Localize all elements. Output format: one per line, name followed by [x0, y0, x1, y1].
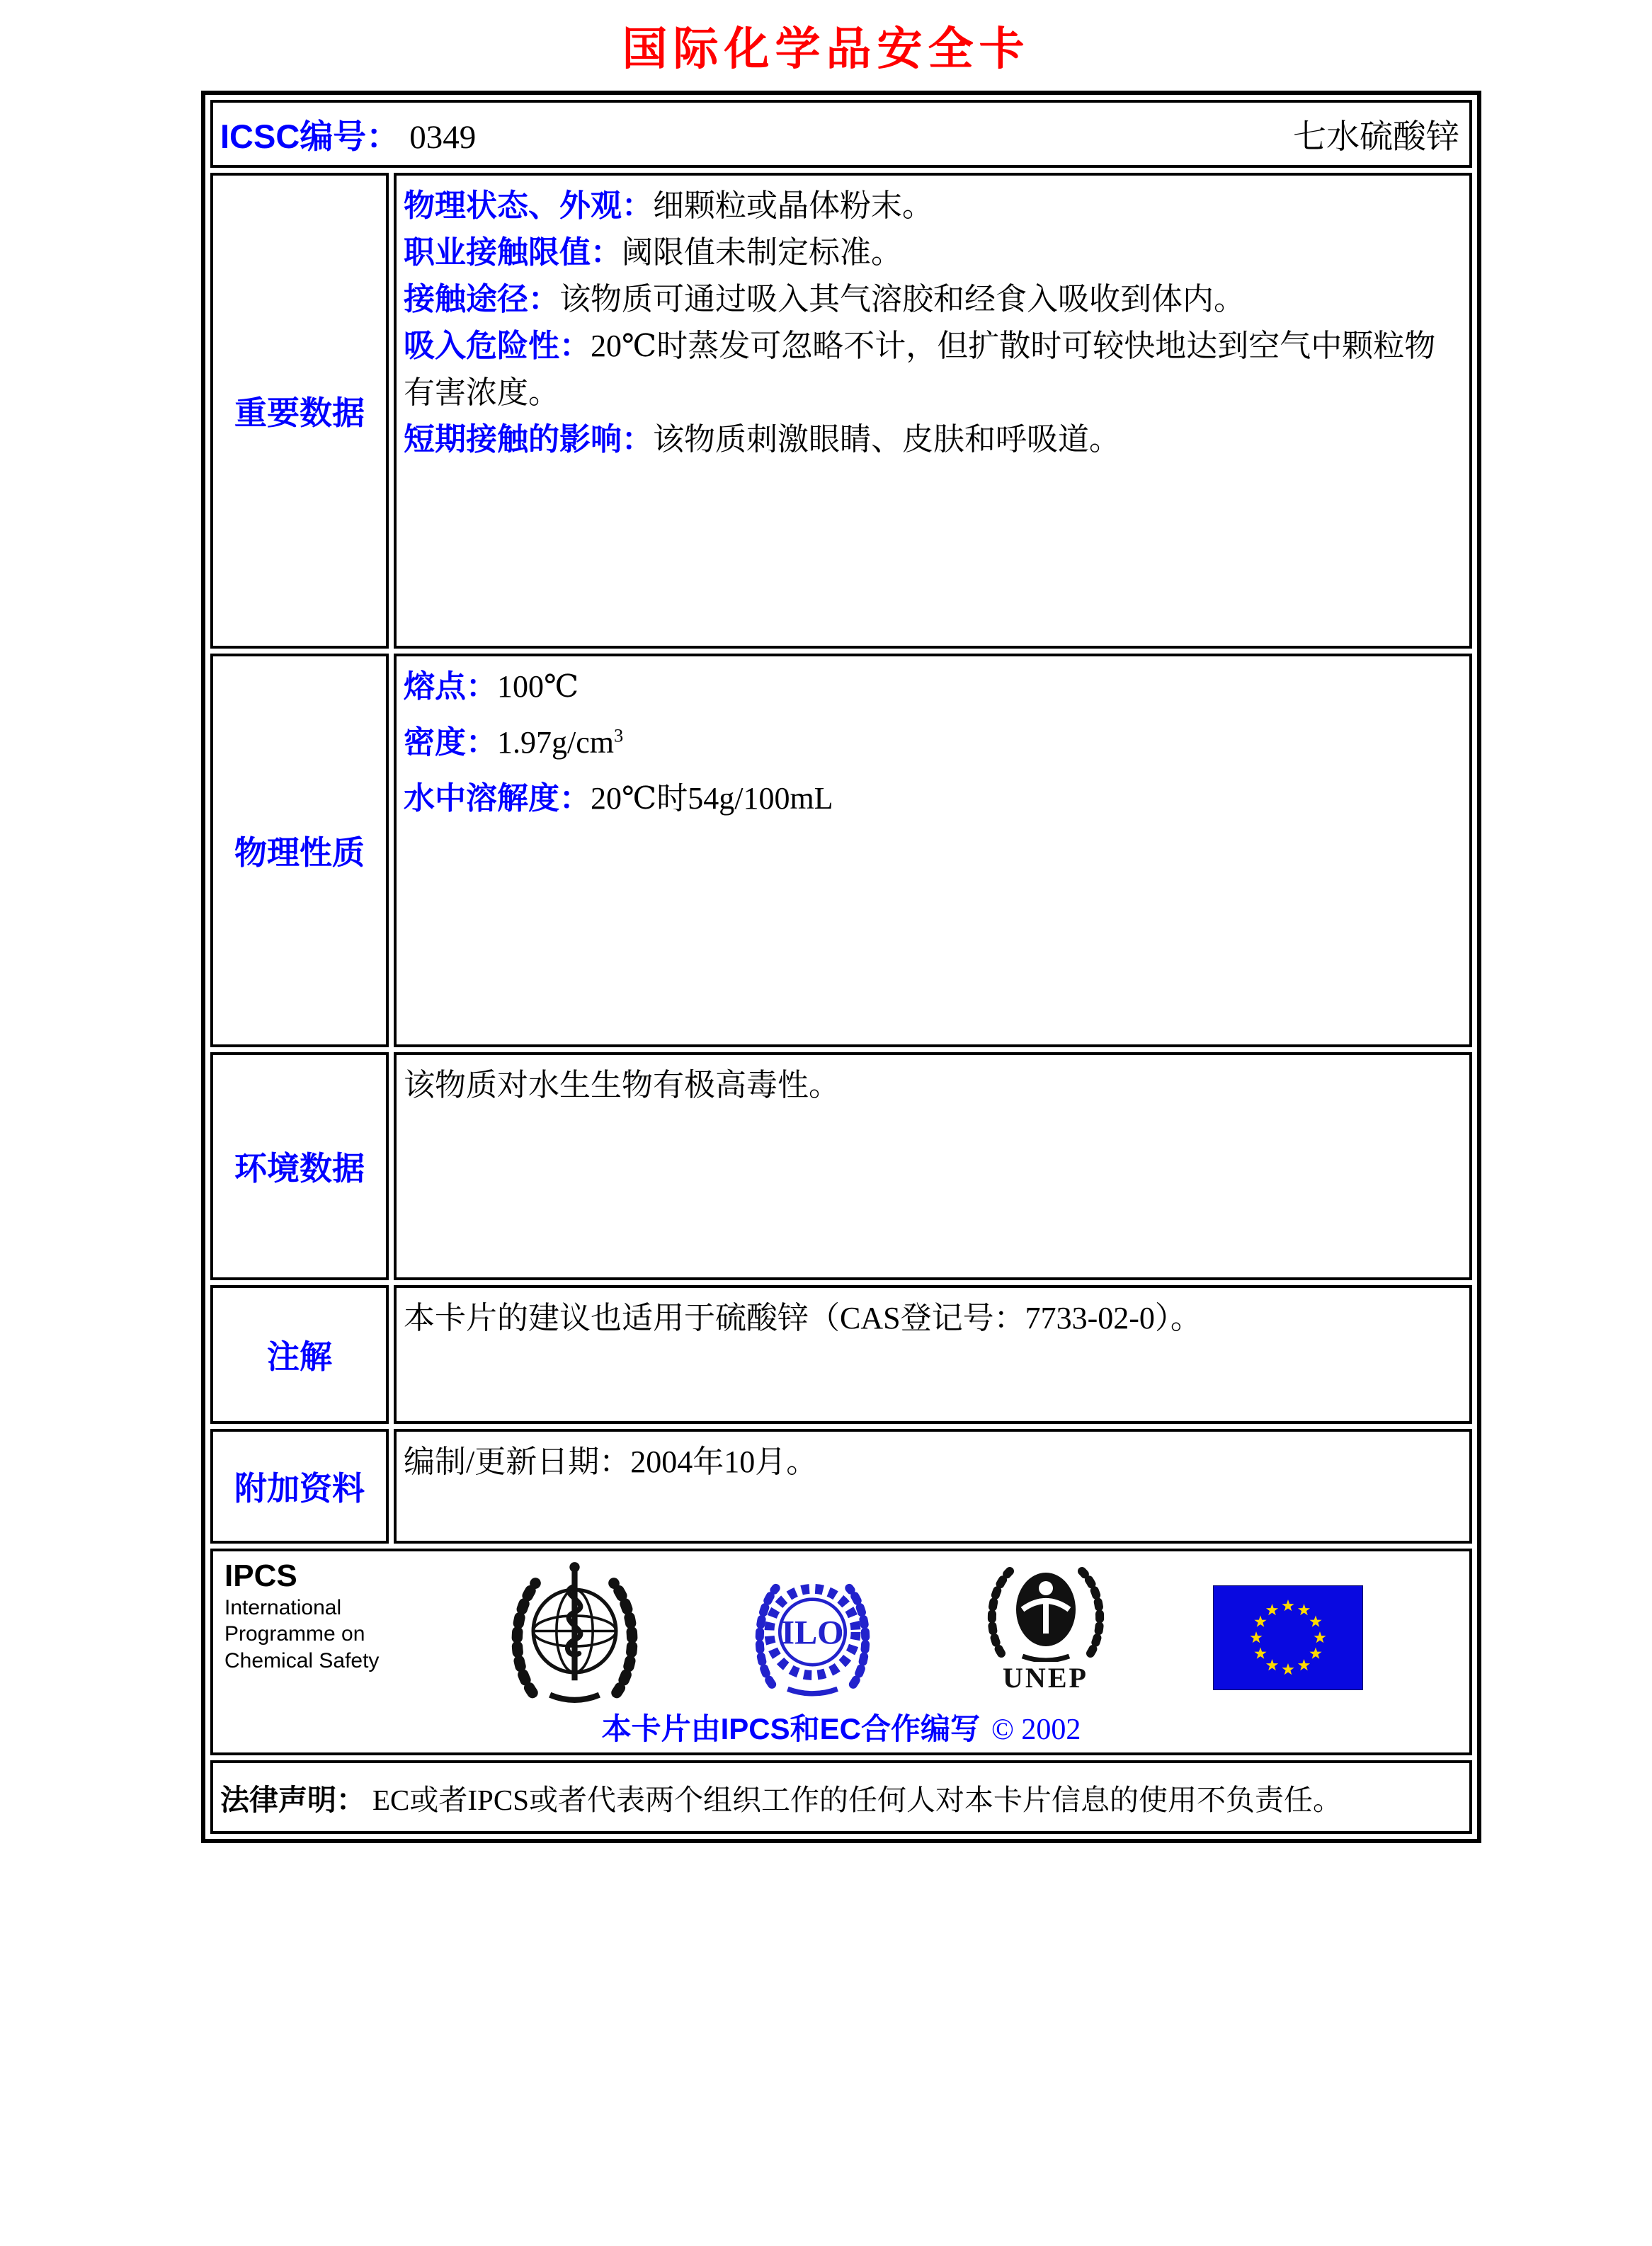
- field-label: 熔点：: [404, 669, 497, 704]
- field-label: 密度：: [404, 725, 497, 760]
- field-label: 短期接触的影响：: [404, 422, 653, 457]
- field-value: 20℃时蒸发可忽略不计，但扩散时可较快地达到空气中颗粒物有害浓度。: [404, 329, 1436, 410]
- icsc-number-group: [220, 110, 476, 158]
- header-cell: [210, 100, 1472, 168]
- section-label-additional-info: 附加资料: [210, 1429, 389, 1544]
- short-term-effects-line: [404, 416, 1461, 463]
- additional-info-row: [210, 1429, 1472, 1544]
- field-value: 20℃时54g/100mL: [591, 781, 833, 816]
- field-label: 职业接触限值：: [404, 235, 622, 270]
- legal-row: [210, 1760, 1472, 1834]
- section-label-physical-properties: 物理性质: [210, 654, 389, 1047]
- physical-state-line: [404, 183, 1461, 229]
- credit-text: 本卡片由IPCS和EC合作编写: [601, 1712, 980, 1745]
- inhalation-risk-line: [404, 323, 1461, 416]
- legal-text: EC或者IPCS或者代表两个组织工作的任何人对本卡片信息的使用不负责任。: [372, 1783, 1342, 1816]
- icsc-number-label: ICSC编号：: [220, 117, 400, 155]
- logo-strip: [213, 1557, 1469, 1701]
- who-logo-icon: [502, 1558, 647, 1704]
- additional-info-content: [394, 1429, 1472, 1544]
- density-line: [404, 719, 1461, 766]
- important-data-row: [210, 173, 1472, 649]
- ipcs-subtitle-line: International: [224, 1595, 342, 1619]
- physical-properties-row: [210, 654, 1472, 1047]
- ipcs-title: IPCS: [224, 1558, 297, 1593]
- environmental-data-content: [394, 1052, 1472, 1280]
- header-row: [210, 100, 1472, 168]
- notes-content: [394, 1285, 1472, 1424]
- section-label-environmental-data: 环境数据: [210, 1052, 389, 1280]
- icsc-table: [201, 91, 1481, 1843]
- field-value: 1.97g/cm: [497, 725, 614, 760]
- section-label-important-data: 重要数据: [210, 173, 389, 649]
- unep-logo-icon: [979, 1563, 1113, 1662]
- logos-cell: [210, 1549, 1472, 1755]
- environmental-data-row: [210, 1052, 1472, 1280]
- ilo-logo-icon: [747, 1570, 878, 1701]
- melting-point-line: [404, 663, 1461, 710]
- density-superscript: 3: [613, 724, 624, 746]
- page-title: 国际化学品安全卡: [622, 24, 1030, 74]
- field-value: 该物质可通过吸入其气溶胶和经食入吸收到体内。: [559, 282, 1245, 317]
- logos-row: [210, 1549, 1472, 1755]
- important-data-content: [394, 173, 1472, 649]
- field-value: 100℃: [497, 669, 579, 704]
- legal-label: 法律声明：: [220, 1783, 365, 1816]
- icsc-number-value: 0349: [409, 118, 477, 156]
- field-label: 物理状态、外观：: [404, 188, 653, 223]
- eu-flag-icon: [1213, 1585, 1363, 1690]
- occupational-limit-line: [404, 229, 1461, 276]
- environmental-text: 该物质对水生生物有极高毒性。: [404, 1068, 840, 1102]
- physical-properties-content: [394, 654, 1472, 1047]
- credit-line: [213, 1706, 1469, 1748]
- field-value: 该物质刺激眼睛、皮肤和呼吸道。: [653, 422, 1120, 457]
- field-label: 接触途径：: [404, 282, 559, 317]
- field-label: 水中溶解度：: [404, 781, 591, 816]
- unep-label: UNEP: [1003, 1662, 1088, 1694]
- additional-info-text: 编制/更新日期：2004年10月。: [404, 1444, 818, 1479]
- exposure-routes-line: [404, 276, 1461, 323]
- ipcs-subtitle-line: Chemical Safety: [224, 1648, 380, 1672]
- field-value: 阈限值未制定标准。: [622, 235, 902, 270]
- notes-row: [210, 1285, 1472, 1424]
- section-label-notes: 注解: [210, 1285, 389, 1424]
- ipcs-block: [224, 1558, 401, 1674]
- unep-block: [979, 1563, 1113, 1694]
- field-label: 吸入危险性：: [404, 329, 591, 363]
- legal-cell: [210, 1760, 1472, 1834]
- ipcs-subtitle-line: Programme on: [224, 1622, 365, 1646]
- ilo-letters: ILO: [781, 1614, 844, 1652]
- chemical-name: 七水硫酸锌: [1293, 118, 1459, 156]
- copyright-text: © 2002: [991, 1714, 1081, 1746]
- field-value: 细颗粒或晶体粉末。: [653, 188, 933, 223]
- notes-text: 本卡片的建议也适用于硫酸锌（CAS登记号：7733-02-0）。: [404, 1301, 1202, 1335]
- water-solubility-line: [404, 775, 1461, 822]
